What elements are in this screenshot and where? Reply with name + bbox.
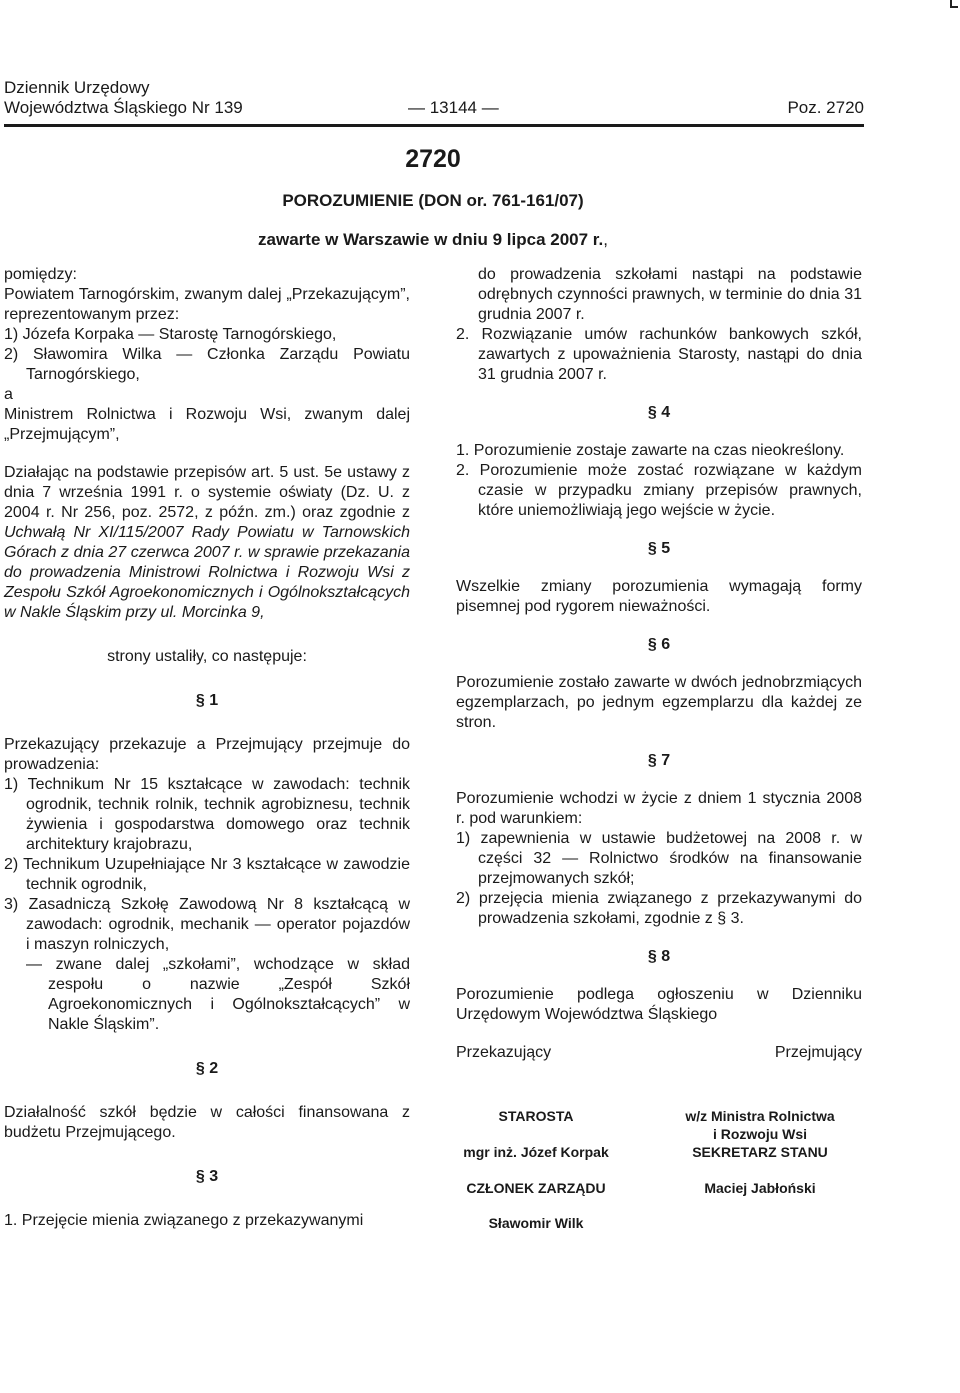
party2: Ministrem Rolnictwa i Rozwoju Wsi, zwanym dalej „Przejmującym”, [4, 406, 410, 443]
section-5-text: Wszelkie zmiany porozumienia wymagają formy pisemnej pod rygorem nieważności. [456, 578, 862, 615]
section-7-heading: § 7 [647, 752, 671, 769]
section-1-item1: 1) Technikum Nr 15 kształcące w zawodach: technik ogrodnik, technik rolnik, technik agrobiznesu, technik żywienia i gospodarstwa domowego oraz technik architektury krajobrazu, [4, 776, 410, 853]
section-7-item1: 1) zapewnienia w ustawie budżetowej na 2008 r. w części 32 — Rolnictwo środków na finansowanie przejmowanych szkół; [456, 830, 862, 887]
section-4-heading: § 4 [647, 404, 671, 421]
section-3-heading: § 3 [195, 1168, 219, 1185]
signature-left-name2: Sławomir Wilk [488, 1215, 584, 1231]
signature-left-role: STAROSTA [498, 1108, 574, 1124]
takeover-label: Przejmujący [774, 1044, 862, 1061]
section-8-heading: § 8 [647, 948, 671, 965]
party1-rep2: 2) Sławomira Wilka — Członka Zarządu Powiatu Tarnogórskiego, [4, 346, 410, 383]
section-1-intro: Przekazujący przekazuje a Przejmujący przejmuje do prowadzenia: [4, 736, 410, 773]
section-2-heading: § 2 [195, 1060, 219, 1077]
section-1-item2: 2) Technikum Uzupełniające Nr 3 kształcące w zawodzie technik ogrodnik, [4, 856, 410, 893]
header-rule [4, 124, 864, 127]
section-1-heading: § 1 [195, 692, 219, 709]
document-date-text: zawarte w Warszawie w dniu 9 lipca 2007 r. [258, 230, 604, 249]
section-4-item2: 2. Porozumienie może zostać rozwiązane w każdym czasie w przypadku zmiany przepisów prawnych, które uniemożliwiają jego wejście w życie. [456, 462, 862, 519]
section-7-intro: Porozumienie wchodzi w życie z dniem 1 stycznia 2008 r. pod warunkiem: [456, 790, 862, 827]
legal-basis-resolution: Uchwałą Nr XI/115/2007 Rady Powiatu w Tarnowskich Górach z dnia 27 czerwca 2007 r. [4, 524, 410, 561]
signature-left-name: mgr inż. Józef Korpak [463, 1144, 609, 1160]
signature-right-role-line1: w/z Ministra Rolnictwa [685, 1108, 835, 1124]
section-5-heading: § 5 [647, 540, 671, 557]
header-row [4, 98, 864, 120]
signature-right-role-line2: i Rozwoju Wsi [712, 1126, 808, 1142]
section-1-dash: — zwane dalej „szkołami”, wchodzące w skład zespołu o nazwie „Zespół Szkół Agroekonomicznych i Ogólnokształcących” w Nakle Śląskim”. [26, 956, 410, 1033]
journal-issue: Województwa Śląskiego Nr 139 [4, 98, 243, 117]
page-number: — 13144 — [408, 98, 499, 117]
section-2-text: Działalność szkół będzie w całości finansowana z budżetu Przejmującego. [4, 1104, 410, 1141]
left-column [4, 265, 410, 1231]
signature-left-role2: CZŁONEK ZARZĄDU [466, 1180, 606, 1196]
party1-rep1: 1) Józefa Korpaka — Starostę Tarnogórskiego, [4, 326, 337, 343]
section-6-heading: § 6 [647, 636, 671, 653]
section-4-item1: 1. Porozumienie zostaje zawarte na czas nieokreślony. [456, 442, 845, 459]
section-3-item1-cont: do prowadzenia szkołami nastąpi na podstawie odrębnych czynności prawnych, w terminie do dnia 31 grudnia 2007 r. [478, 266, 862, 323]
agreed-label: strony ustaliły, co następuje: [107, 648, 307, 665]
party1-intro: Powiatem Tarnogórskim, zwanym dalej „Przekazującym”, reprezentowanym przez: [4, 286, 410, 323]
position-number: Poz. 2720 [787, 98, 864, 117]
section-8-text: Porozumienie podlega ogłoszeniu w Dzienniku Urzędowym Województwa Śląskiego [456, 986, 862, 1023]
document-number: 2720 [405, 145, 461, 173]
section-3-item2: 2. Rozwiązanie umów rachunków bankowych szkół, zawartych z upoważnienia Starosty, nastąpi do dnia 31 grudnia 2007 r. [456, 326, 862, 383]
and-label: a [4, 386, 13, 403]
legal-basis-part1: Działając na podstawie przepisów art. 5 ust. 5e ustawy z dnia 7 września 1991 r. o systemie oświaty (Dz. U. z 2004 r. Nr 256, poz. 2572, z późn. zm.) oraz zgodnie z [4, 464, 410, 521]
section-6-text: Porozumienie zostało zawarte w dwóch jednobrzmiących egzemplarzach, po jednym egzemplarzu dla każdej ze stron. [456, 674, 862, 731]
legal-basis [4, 463, 410, 623]
section-1-item3: 3) Zasadniczą Szkołę Zawodową Nr 8 kształcącą w zawodach: ogrodnik, mechanik — operator pojazdów i maszyn rolniczych, [4, 896, 410, 953]
handover-label: Przekazujący [456, 1044, 552, 1061]
document-date [0, 230, 866, 250]
signature-right-name: Maciej Jabłoński [704, 1180, 816, 1196]
document-date-tail: , [603, 230, 608, 249]
between-label: pomiędzy: [4, 266, 77, 283]
section-7-item2: 2) przejęcia mienia związanego z przekazywanymi do prowadzenia szkołami, zgodnie z § 3. [456, 890, 862, 927]
journal-title: Dziennik Urzędowy [4, 78, 150, 97]
document-title: POROZUMIENIE (DON or. 761-161/07) [282, 191, 584, 210]
signature-right-role-line3: SEKRETARZ STANU [692, 1144, 828, 1160]
right-column [456, 265, 862, 1063]
section-3-item1: 1. Przejęcie mienia związanego z przekazywanymi [4, 1212, 364, 1229]
parties-labels [456, 1043, 862, 1063]
corner-mark [950, 0, 958, 8]
legal-basis-part2: w sprawie przekazania do prowadzenia Ministrowi Rolnictwa i Rozwoju Wsi z Zespołu Szkół Agroekonomicznych i Ogólnokształcących w Nakle Śląskim przy ul. Morcinka 9, [4, 544, 411, 621]
